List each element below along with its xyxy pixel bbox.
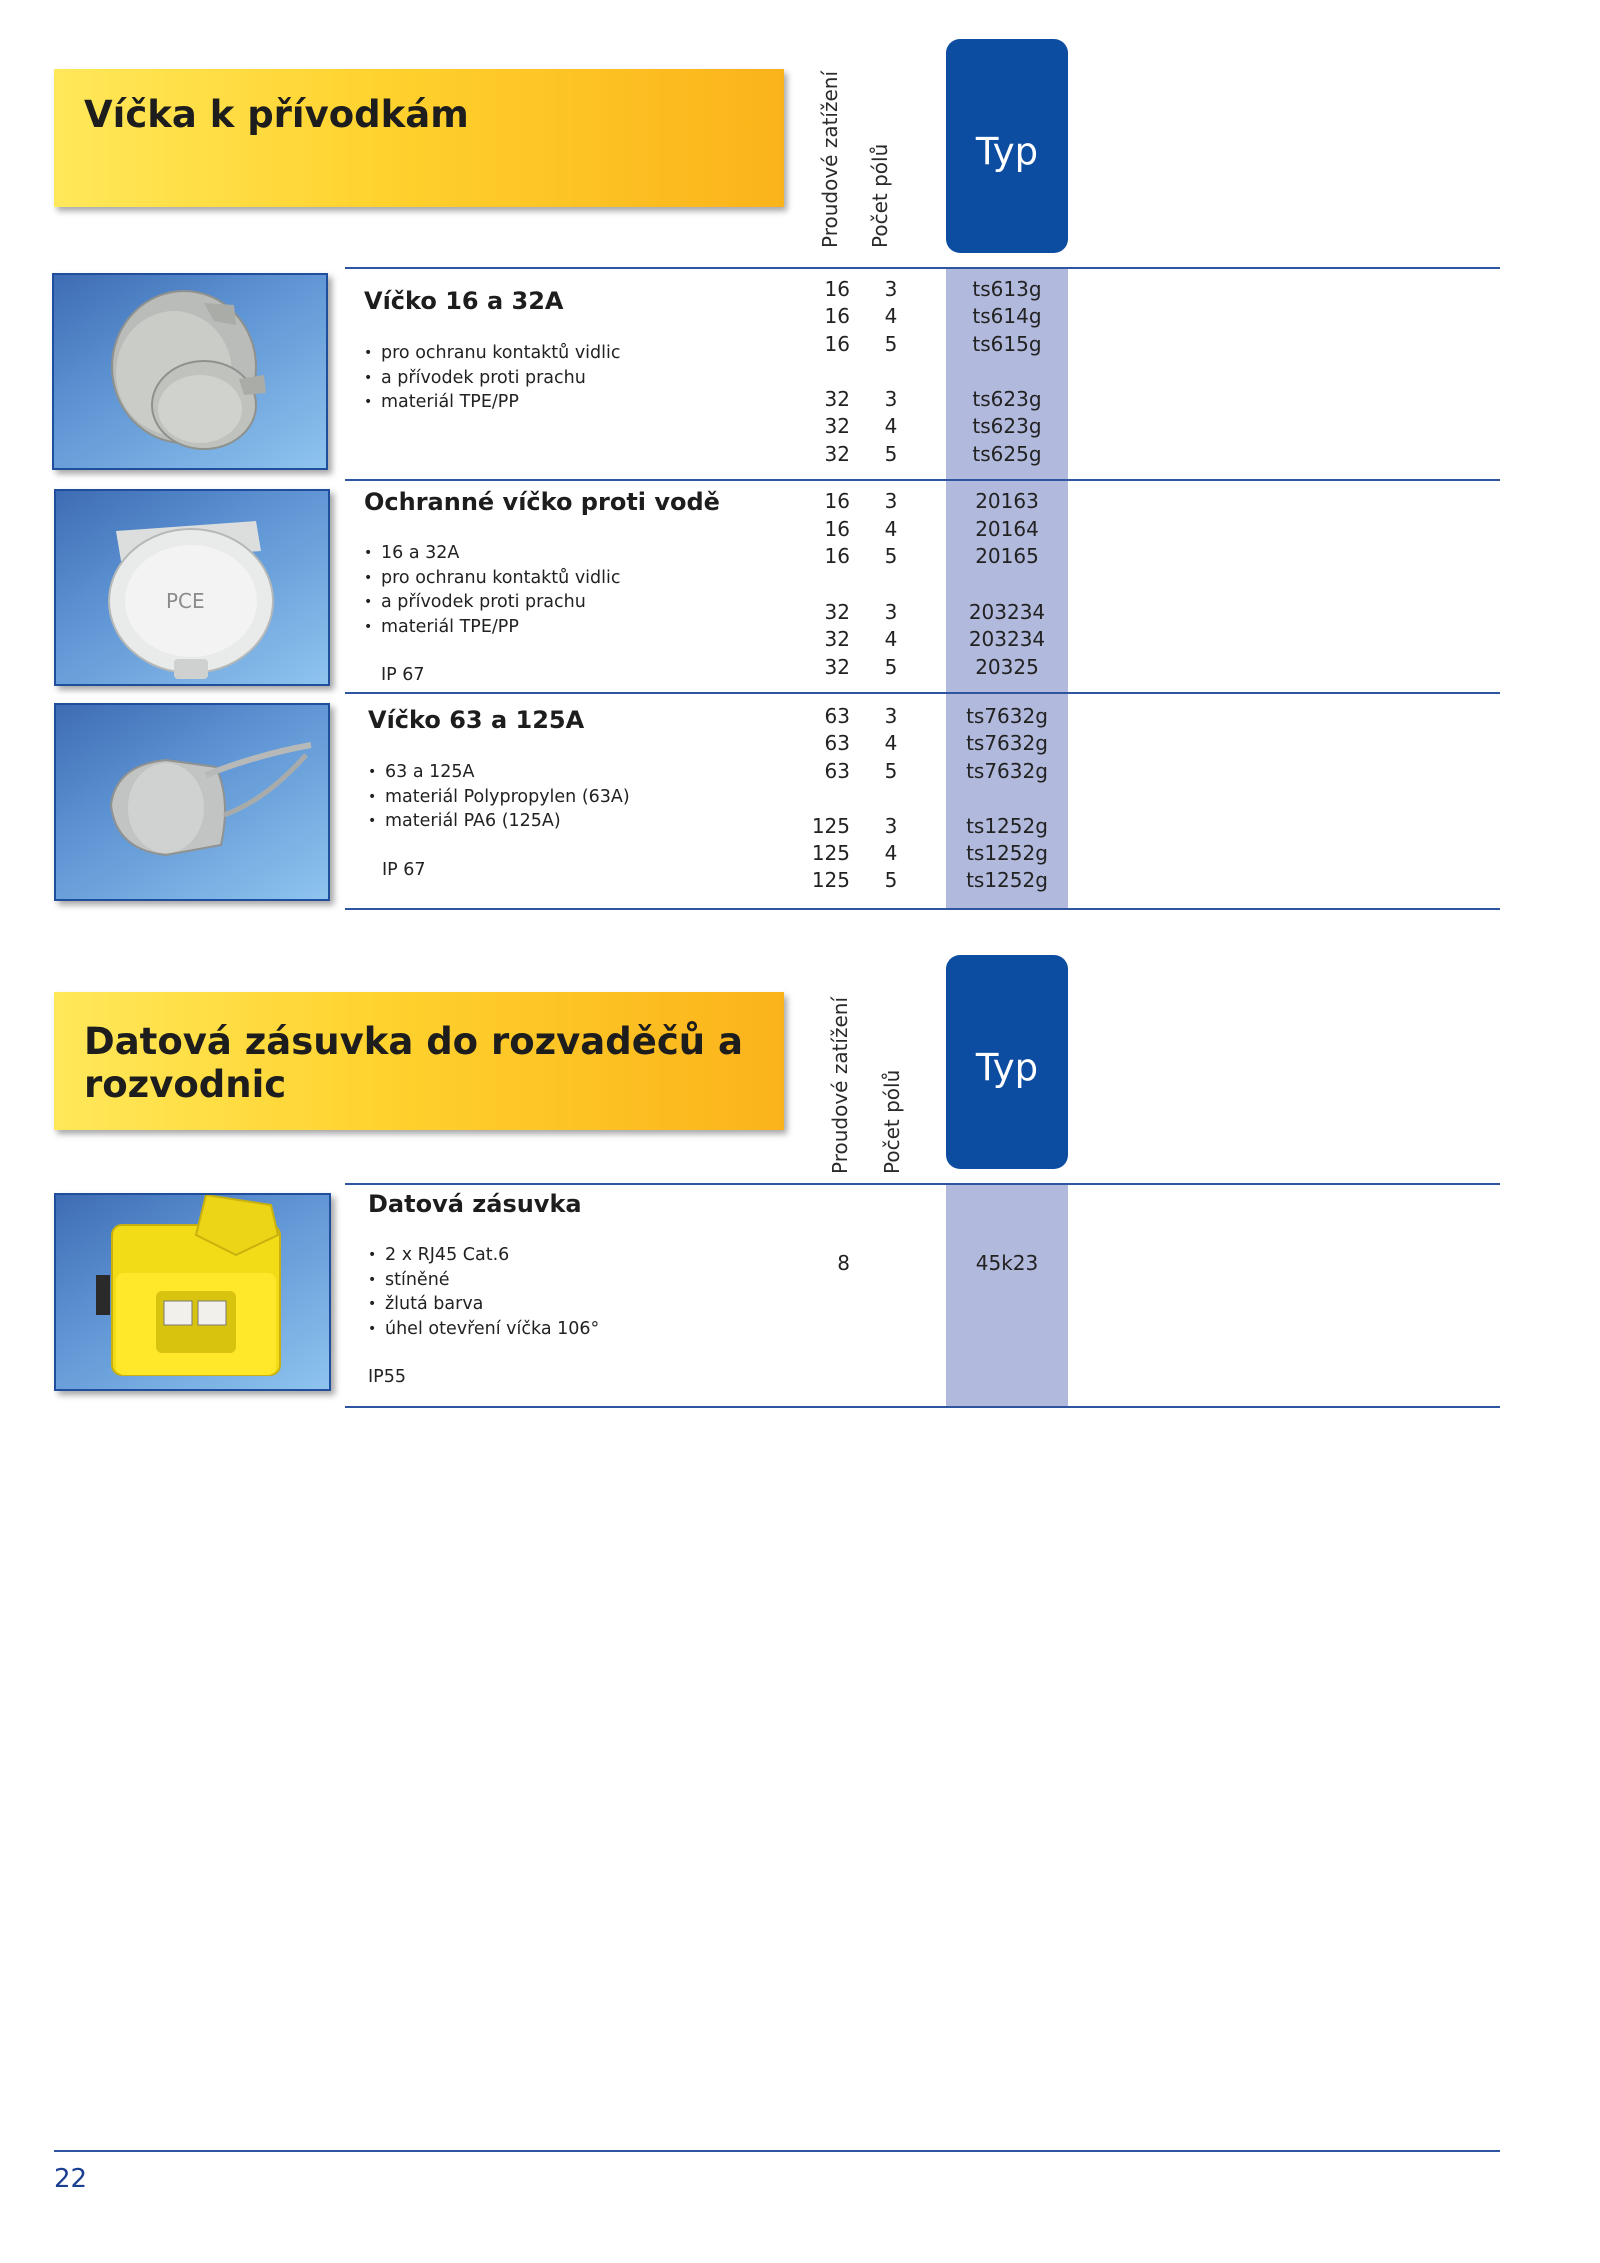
- type-code: ts1252g: [966, 868, 1048, 892]
- type-code: ts1252g: [966, 841, 1048, 865]
- section2-typ-label: Typ: [975, 1046, 1039, 1089]
- product-image-cap-16-32a: [52, 273, 328, 470]
- current-value: 16: [824, 277, 850, 301]
- current-value: 8: [837, 1251, 850, 1275]
- type-code: ts623g: [972, 414, 1042, 438]
- type-code: 20163: [975, 489, 1039, 513]
- section1-typ-header: [946, 39, 1068, 253]
- product-image-waterproof-cap: [54, 489, 330, 686]
- feature-item: • úhel otevření víčka 106°: [368, 1317, 599, 1342]
- ip-rating: IP 67: [381, 665, 425, 685]
- poles-value: 5: [884, 442, 898, 466]
- poles-value: 5: [884, 544, 898, 568]
- current-value: 16: [824, 304, 850, 328]
- product-title: Víčko 63 a 125A: [368, 706, 585, 734]
- section1-title: Víčka k přívodkám: [84, 93, 469, 136]
- current-value: 125: [811, 868, 850, 892]
- current-value: 32: [824, 414, 850, 438]
- poles-value: 4: [884, 841, 898, 865]
- type-code: 20165: [975, 544, 1039, 568]
- divider: [345, 1406, 1500, 1408]
- current-value: 16: [824, 544, 850, 568]
- poles-value: 4: [884, 627, 898, 651]
- page-number: 22: [54, 2164, 88, 2194]
- type-code: ts7632g: [966, 731, 1048, 755]
- current-value: 63: [824, 731, 850, 755]
- poles-value: 3: [884, 489, 898, 513]
- current-value: 32: [824, 442, 850, 466]
- product-features: [368, 1243, 599, 1341]
- ip-rating: IP55: [368, 1367, 406, 1387]
- feature-item: • pro ochranu kontaktů vidlic: [364, 341, 621, 366]
- poles-value: 3: [884, 814, 898, 838]
- product-title: Ochranné víčko proti vodě: [364, 488, 720, 516]
- section2-col-current-header: Proudové zatížení: [828, 996, 852, 1174]
- feature-item: • 2 x RJ45 Cat.6: [368, 1243, 599, 1268]
- footer-rule: [54, 2150, 1500, 2152]
- poles-value: 5: [884, 332, 898, 356]
- section2-col-poles-header: Počet pólů: [880, 1069, 904, 1174]
- image-brand-text: PCE: [166, 589, 205, 613]
- product-title: Datová zásuvka: [368, 1190, 582, 1218]
- product-features: [368, 760, 630, 834]
- current-value: 32: [824, 627, 850, 651]
- current-value: 16: [824, 332, 850, 356]
- type-code: ts7632g: [966, 704, 1048, 728]
- product-image-cap-63-125a: [54, 703, 330, 901]
- poles-value: 4: [884, 517, 898, 541]
- feature-item: • materiál TPE/PP: [364, 615, 621, 640]
- poles-value: 3: [884, 704, 898, 728]
- divider: [345, 908, 1500, 910]
- product-features: [364, 541, 621, 639]
- section2-title-line1: Datová zásuvka do rozvaděčů a: [84, 1020, 743, 1063]
- feature-item: • materiál TPE/PP: [364, 390, 621, 415]
- feature-item: • 16 a 32A: [364, 541, 621, 566]
- divider: [345, 267, 1500, 269]
- current-value: 125: [811, 841, 850, 865]
- ip-rating: IP 67: [382, 860, 426, 880]
- current-value: 32: [824, 600, 850, 624]
- current-value: 16: [824, 489, 850, 513]
- section1-col-current-header: Proudové zatížení: [818, 70, 842, 248]
- product-image-data-socket: [54, 1193, 331, 1391]
- type-code: 203234: [968, 627, 1046, 651]
- current-value: 16: [824, 517, 850, 541]
- type-code: ts615g: [972, 332, 1042, 356]
- section1-col-poles-header: Počet pólů: [868, 143, 892, 248]
- type-code: 45k23: [975, 1251, 1039, 1275]
- type-code: ts625g: [972, 442, 1042, 466]
- product-features: [364, 341, 621, 415]
- type-code: ts613g: [972, 277, 1042, 301]
- poles-value: 3: [884, 277, 898, 301]
- poles-value: 4: [884, 414, 898, 438]
- type-code: 20325: [975, 655, 1039, 679]
- current-value: 63: [824, 704, 850, 728]
- feature-item: • stíněné: [368, 1268, 599, 1293]
- divider: [345, 692, 1500, 694]
- poles-value: 3: [884, 600, 898, 624]
- feature-item: • materiál Polypropylen (63A): [368, 785, 630, 810]
- poles-value: 5: [884, 655, 898, 679]
- feature-item: • pro ochranu kontaktů vidlic: [364, 566, 621, 591]
- feature-item: • žlutá barva: [368, 1292, 599, 1317]
- type-code: 203234: [968, 600, 1046, 624]
- feature-item: • 63 a 125A: [368, 760, 630, 785]
- divider: [345, 1183, 1500, 1185]
- poles-value: 4: [884, 304, 898, 328]
- section2-title-banner: [54, 992, 784, 1130]
- section2-title-line2: rozvodnic: [84, 1063, 287, 1106]
- current-value: 125: [811, 814, 850, 838]
- type-code: ts623g: [972, 387, 1042, 411]
- divider: [345, 479, 1500, 481]
- poles-value: 5: [884, 868, 898, 892]
- poles-value: 5: [884, 759, 898, 783]
- current-value: 32: [824, 387, 850, 411]
- section2-type-column: [946, 1184, 1068, 1408]
- feature-item: • a přívodek proti prachu: [364, 366, 621, 391]
- product-title: Víčko 16 a 32A: [364, 287, 564, 315]
- type-code: ts1252g: [966, 814, 1048, 838]
- current-value: 63: [824, 759, 850, 783]
- type-code: ts614g: [972, 304, 1042, 328]
- poles-value: 3: [884, 387, 898, 411]
- poles-value: 4: [884, 731, 898, 755]
- section1-title-banner: [54, 69, 784, 207]
- feature-item: • materiál PA6 (125A): [368, 809, 630, 834]
- section2-typ-header: [946, 955, 1068, 1169]
- feature-item: • a přívodek proti prachu: [364, 590, 621, 615]
- type-code: 20164: [975, 517, 1039, 541]
- section1-typ-label: Typ: [975, 130, 1039, 173]
- type-code: ts7632g: [966, 759, 1048, 783]
- current-value: 32: [824, 655, 850, 679]
